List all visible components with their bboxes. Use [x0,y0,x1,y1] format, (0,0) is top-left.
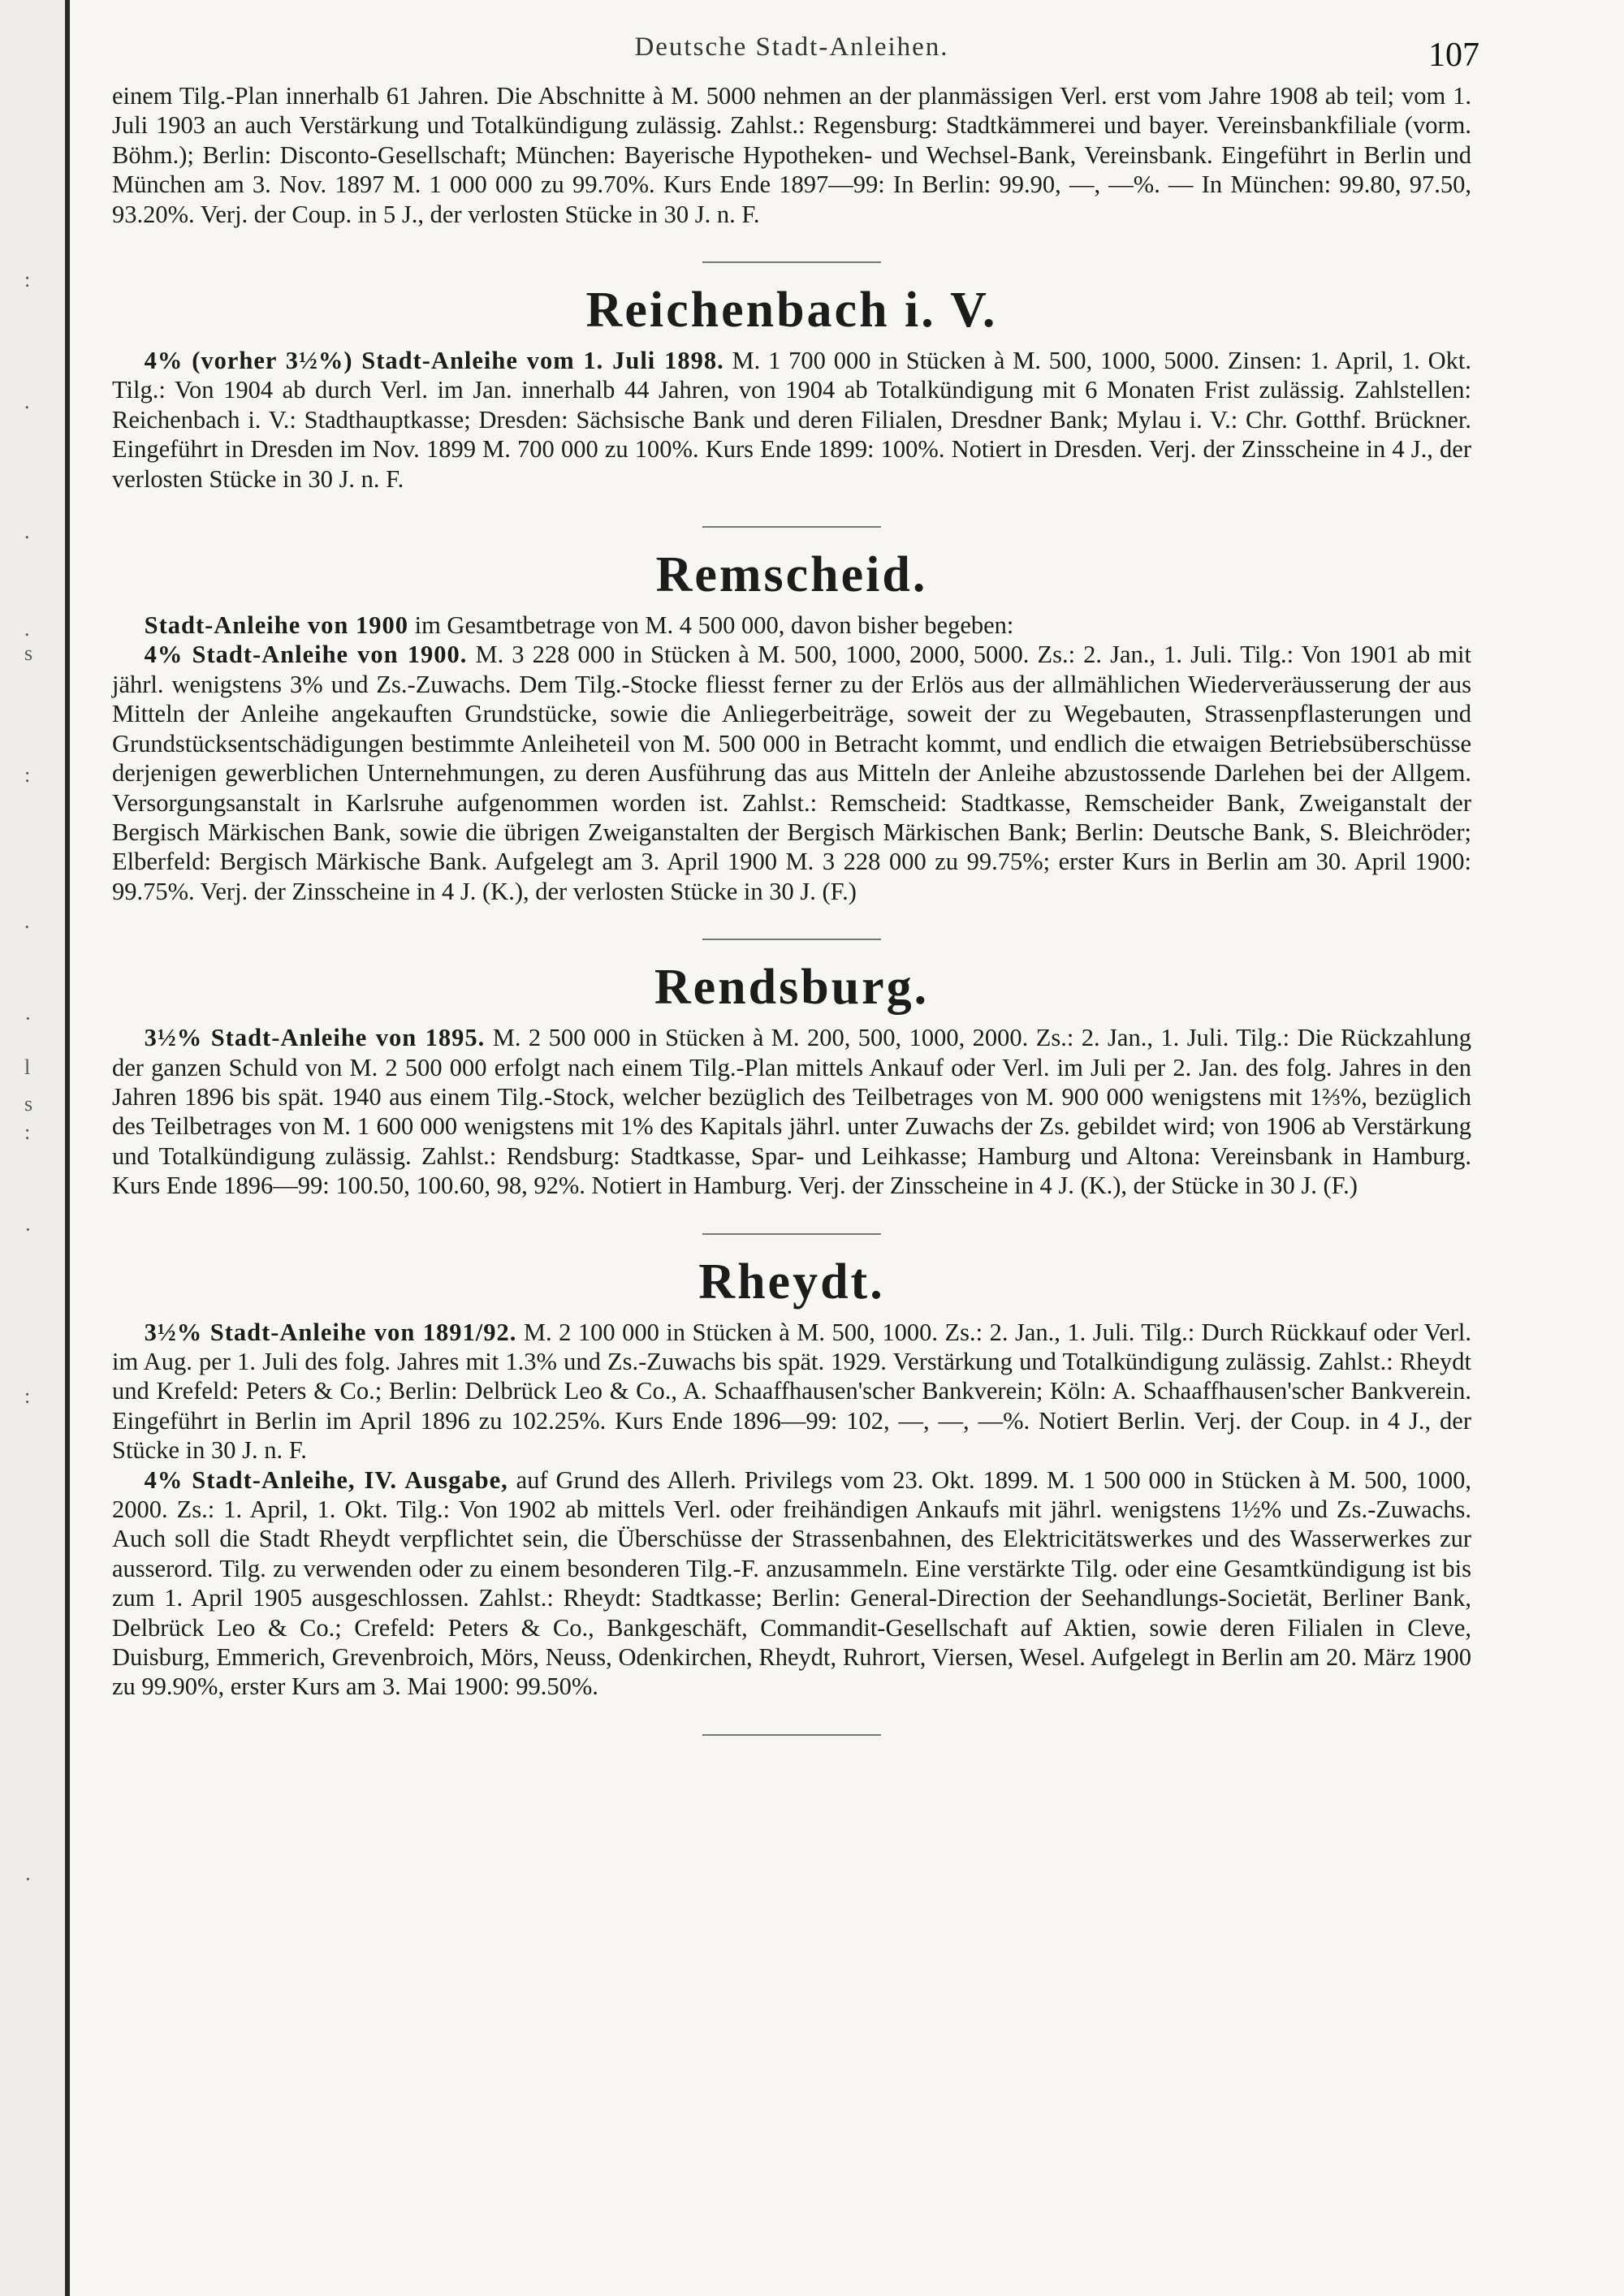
section-remscheid [112,546,1471,906]
bond-text: im Gesamtbetrage von M. 4 500 000, davon bisher begeben: [408,611,1014,640]
section-divider [702,939,881,940]
bond-paragraph [112,346,1471,494]
margin-mark: s [24,641,33,665]
margin-mark: : [24,268,31,291]
section-divider [702,1233,881,1235]
margin-marks [2,0,50,2296]
bond-text: M. 3 228 000 in Stücken à M. 500, 1000, 2000, 5000. Zs.: 2. Jan., 1. Juli. Tilg.: Von 1901 ab mit jährl. wenigstens 3% und Zs.-Zuwachs. Dem Tilg.-Stocke fliesst ferner zu der Erlös aus der allmählichen Wiederveräusserung der aus Mitteln der Anleihe angekauften Grundstücke, sowie die Anliegerbeiträge, soweit der zu Wegebauten, Strassenpflasterungen und Grundstücksentschädigungen bestimmte Anleiheteil von M. 500 000 in Betracht kommt, und endlich die etwaigen Betriebsüberschüsse derjenigen gewerblichen Unternehmungen, zu deren Ausführung das aus Mitteln der Anleihe abzustossende Darlehen bei der Allgem. Versorgungsanstalt in Karlsruhe aufgenommen worden ist. Zahlst.: Remscheid: Stadtkasse, Remscheider Bank, Zweiganstalt der Bergisch Märkischen Bank, sowie die übrigen Zweiganstalten der Bergisch Märkischen Bank; Berlin: Deutsche Bank, S. Bleichröder; Elberfeld: Bergisch Märkische Bank. Aufgelegt am 3. April 1900 M. 3 228 000 zu 99.75%; erster Kurs in Berlin am 30. April 1900: 99.75%. Verj. der Zinsscheine in 4 J. (K.), der verlosten Stücke in 30 J. (F.) [112,641,1471,905]
bond-heading: 3½% Stadt-Anleihe von 1895. [144,1024,486,1052]
bond-text: M. 2 100 000 in Stücken à M. 500, 1000. Zs.: 2. Jan., 1. Juli. Tilg.: Durch Rückkauf oder Verl. im Aug. per 1. Juli des folg. Jahres mit 1.3% und Zs.-Zuwachs bis spät. 1929. Verstärkung und Totalkündigung zulässig. Zahlst.: Rheydt und Krefeld: Peters & Co.; Berlin: Delbrück Leo & Co., A. Schaaffhausen'scher Bankverein; Köln: A. Schaaffhausen'scher Bankverein. Eingeführt in Berlin im April 1896 zu 102.25%. Kurs Ende 1896—99: 102, —, —, —%. Notiert Berlin. Verj. der Coup. in 4 J., der Stücke in 30 J. n. F. [112,1318,1471,1465]
bond-heading: Stadt-Anleihe von 1900 [144,611,408,640]
bond-text: M. 2 500 000 in Stücken à M. 200, 500, 1000, 2000. Zs.: 2. Jan., 1. Juli. Tilg.: Die Rückzahlung der ganzen Schuld von M. 2 500 000 erfolgt nach einem Tilg.-Plan mittels Ankauf oder Verl. im Juli per 2. Jan. des folg. Jahres in den Jahren 1896 bis spät. 1940 aus einem Tilg.-Stock, welcher bezüglich des Teilbetrages von M. 900 000 wenigstens mit 1⅔%, bezüglich des Teilbetrages von M. 1 600 000 wenigstens mit 1% des Kapitals jährl. unter Zuwachs der Zs. gebildet wird; von 1906 ab Verstärkung und Totalkündigung zulässig. Zahlst.: Rendsburg: Stadtkasse, Spar- und Leihkasse; Hamburg und Altona: Vereinsbank in Hamburg. Kurs Ende 1896—99: 100.50, 100.60, 98, 92%. Notiert in Hamburg. Verj. der Zinsscheine in 4 J. (K.), der Stücke in 30 J. (F.) [112,1024,1471,1200]
running-head [112,32,1479,81]
section-divider [702,1734,881,1736]
margin-mark: · [24,1218,32,1241]
page-number: 107 [1428,37,1479,74]
bond-paragraph [112,1465,1471,1702]
bond-paragraph [112,611,1471,640]
margin-mark: . [24,617,30,641]
margin-mark: · [24,1007,32,1030]
margin-mark: l [24,1055,31,1079]
margin-mark: : [24,1120,31,1144]
section-title: Reichenbach i. V. [585,283,998,339]
bond-heading: 4% Stadt-Anleihe von 1900. [144,641,468,669]
margin-mark: : [24,1384,31,1408]
margin-mark: . [24,909,30,933]
bond-text: auf Grund des Allerh. Privilegs vom 23. Okt. 1899. M. 1 500 000 in Stücken à M. 500, 1000, 2000. Zs.: 1. April, 1. Okt. Tilg.: Von 1902 ab mittels Verl. oder freihändigen Ankaufs mit jährl. wenigstens 1½% und Zs.-Zuwachs. Auch soll die Stadt Rheydt verpflichtet sein, die Überschüsse der Strassenbahnen, des Elektricitätswerkes und des Wasserwerkes zur ausserord. Tilg. zu verwenden oder zu einem besonderen Tilg.-F. anzusammeln. Eine verstärkte Tilg. oder eine Gesamtkündigung ist bis zum 1. April 1905 ausgeschlossen. Zahlst.: Rheydt: Stadtkasse; Berlin: General-Direction der Seehandlungs-Societät, Berliner Bank, Delbrück Leo & Co.; Crefeld: Peters & Co., Bankgeschäft, Commandit-Gesellschaft auf Aktien, sowie deren Filialen in Cleve, Duisburg, Emmerich, Grevenbroich, Mörs, Neuss, Odenkirchen, Rheydt, Ruhrort, Viersen, Wesel. Aufgelegt in Berlin am 20. März 1900 zu 99.90%, erster Kurs am 3. Mai 1900: 99.50%. [112,1465,1472,1701]
section-rheydt [112,1253,1471,1702]
page [112,32,1479,1754]
section-title: Rheydt. [698,1254,885,1310]
intro-paragraph: einem Tilg.-Plan innerhalb 61 Jahren. Die Abschnitte à M. 5000 nehmen an der planmässigen Verl. erst vom Jahre 1908 ab teil; vom 1. Juli 1903 an auch Verstärkung und Totalkündigung zulässig. Zahlst.: Regensburg: Stadtkämmerei und bayer. Vereinsbankfiliale (vorm. Böhm.); Berlin: Disconto-Gesellschaft; München: Bayerische Hypotheken- und Wechsel-Bank, Vereinsbank. Eingeführt in Berlin und München am 3. Nov. 1897 M. 1 000 000 zu 99.70%. Kurs Ende 1897—99: In Berlin: 99.90, —, —%. — In München: 99.80, 97.50, 93.20%. Verj. der Coup. in 5 J., der verlosten Stücke in 30 J. n. F. [112,82,1471,228]
bond-heading: 4% Stadt-Anleihe, IV. Ausgabe, [144,1465,508,1494]
running-title: Deutsche Stadt-Anleihen. [634,32,949,62]
section-reichenbach [112,281,1471,494]
section-rendsburg [112,958,1471,1200]
left-margin-strip [0,0,70,2296]
bond-heading: 4% (vorher 3½%) Stadt-Anleihe vom 1. Juli 1898. [144,347,724,375]
bond-paragraph [112,1318,1471,1465]
margin-mark: . [24,520,30,543]
section-divider [702,526,881,528]
section-divider [702,261,881,263]
section-title: Remscheid. [655,547,928,603]
margin-mark: : [24,763,31,787]
bond-paragraph [112,1023,1471,1200]
margin-mark: . [24,390,30,413]
margin-mark: · [24,1867,32,1891]
bond-text: M. 1 700 000 in Stücken à M. 500, 1000, 5000. Zinsen: 1. April, 1. Okt. Tilg.: Von 1904 ab durch Verl. im Jan. innerhalb 44 Jahren, von 1904 ab Totalkündigung mit 6 Monaten Frist zulässig. Zahlstellen: Reichenbach i. V.: Stadthauptkasse; Dresden: Sächsische Bank und deren Filialen, Dresdner Bank; Mylau i. V.: Chr. Gotthf. Brückner. Eingeführt in Dresden im Nov. 1899 M. 700 000 zu 100%. Kurs Ende 1899: 100%. Notiert in Dresden. Verj. der Zinsscheine in 4 J., der verlosten Stücke in 30 J. n. F. [112,347,1471,493]
bond-heading: 3½% Stadt-Anleihe von 1891/92. [144,1318,517,1346]
margin-mark: s [24,1092,33,1116]
section-title: Rendsburg. [654,960,930,1016]
bond-paragraph [112,640,1471,906]
